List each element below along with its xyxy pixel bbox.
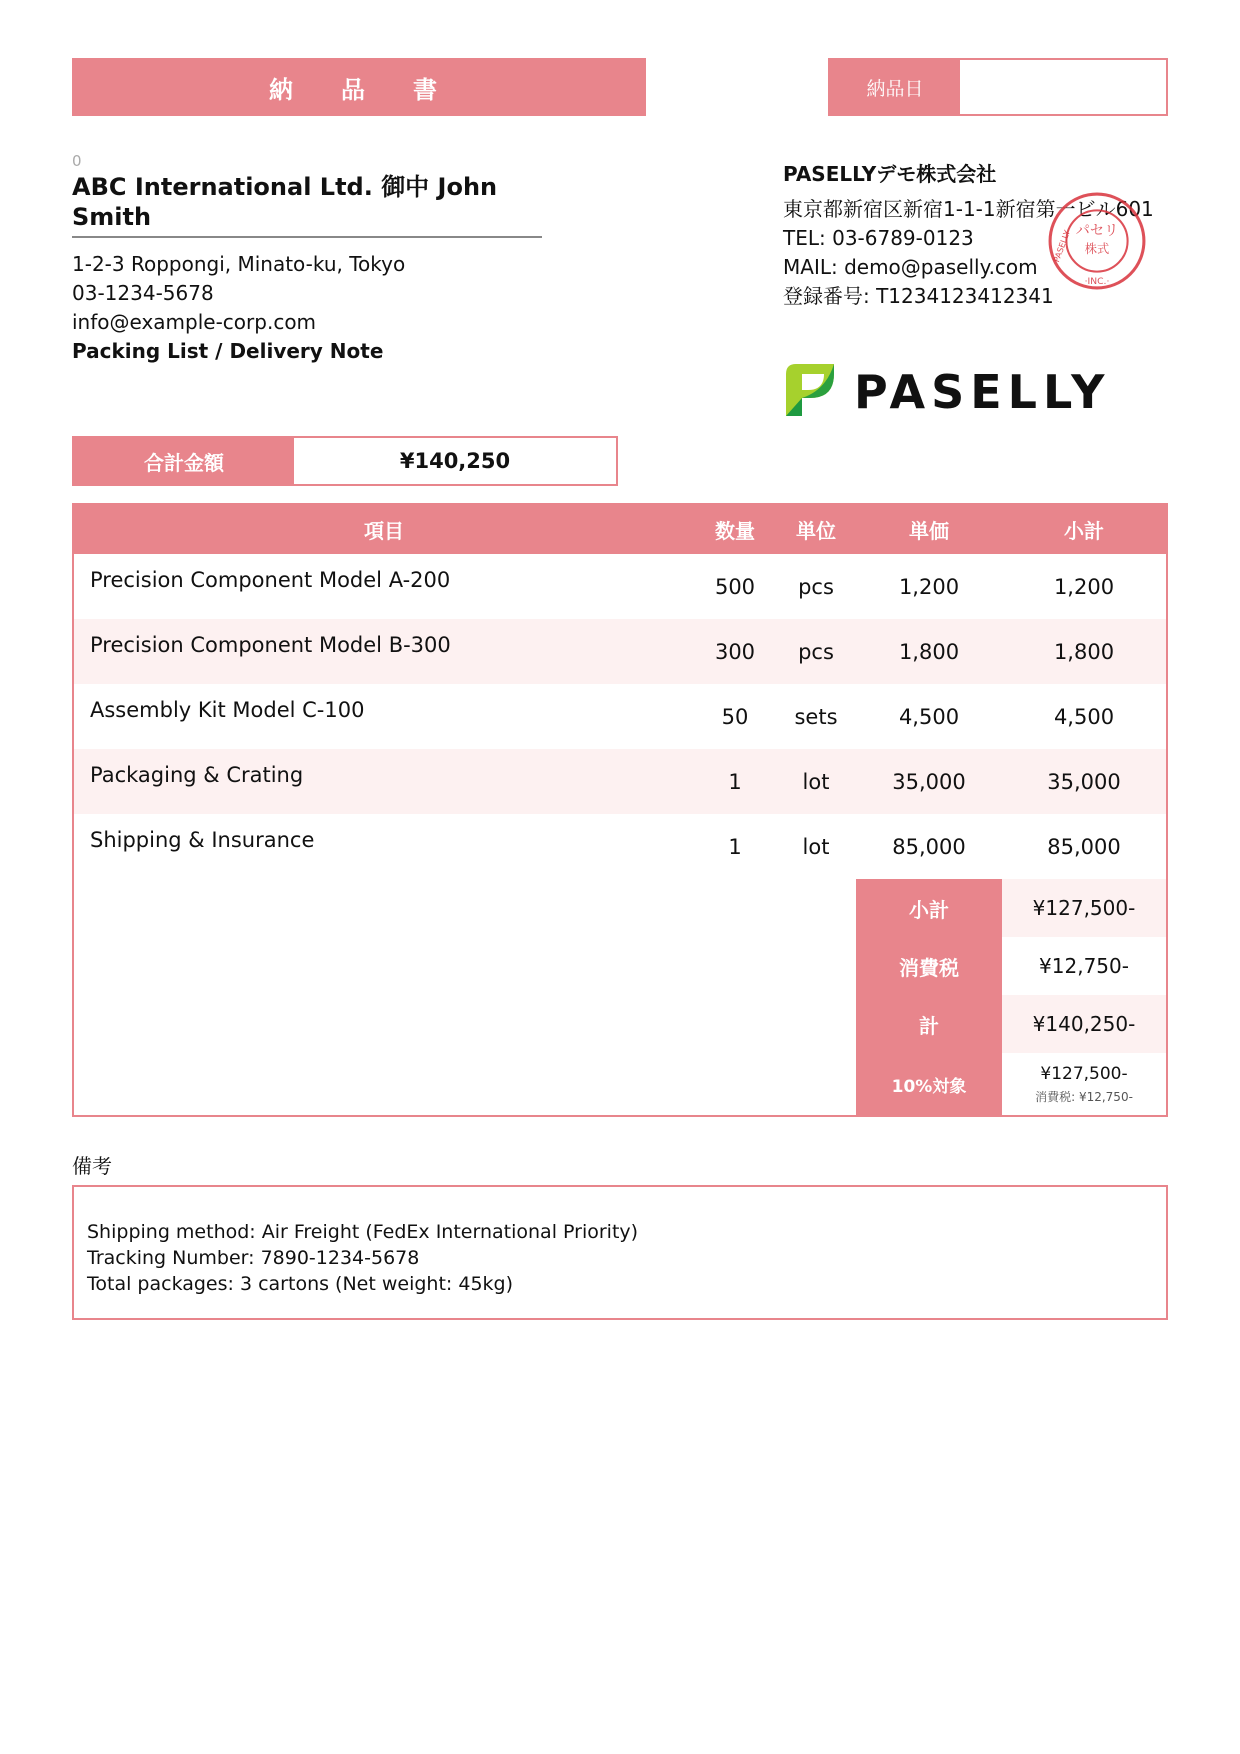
tax-rate-base: ¥127,500-	[1040, 1063, 1128, 1084]
svg-text:PASELLY: PASELLY	[1051, 228, 1072, 264]
recipient-address: 1-2-3 Roppongi, Minato-ku, Tokyo	[72, 252, 406, 276]
row-price: 35,000	[892, 769, 966, 794]
document-title: 納 品 書	[72, 58, 646, 116]
svg-text:·INC.·: ·INC.·	[1084, 275, 1110, 287]
grand-total-box	[72, 436, 618, 486]
delivery-date-box	[828, 58, 1168, 116]
company-name: PASELLYデモ株式会社	[783, 162, 997, 186]
svg-text:株式: 株式	[1084, 242, 1110, 257]
row-price: 85,000	[892, 834, 966, 859]
paselly-logo-icon	[782, 360, 1112, 420]
table-row	[74, 684, 1166, 749]
delivery-date-label: 納品日	[830, 60, 960, 114]
row-subtotal: 1,800	[1053, 639, 1115, 664]
tax-rate-label: 10%対象	[856, 1053, 1002, 1115]
row-unit: lot	[802, 834, 830, 859]
row-price: 1,200	[898, 574, 960, 599]
company-seal-stamp-icon	[1046, 190, 1148, 292]
row-price: 4,500	[898, 704, 960, 729]
header-subtotal: 小計	[1064, 519, 1104, 543]
header-unit: 単位	[796, 519, 836, 543]
tax-value: ¥12,750-	[1039, 954, 1129, 978]
row-subtotal: 85,000	[1047, 834, 1121, 859]
row-subtotal: 35,000	[1047, 769, 1121, 794]
delivery-date-value[interactable]	[960, 60, 1166, 114]
row-qty: 300	[714, 639, 756, 664]
recipient-email: info@example-corp.com	[72, 310, 317, 334]
table-header	[74, 505, 1166, 554]
row-price: 1,800	[898, 639, 960, 664]
row-subtotal: 4,500	[1053, 704, 1115, 729]
grand-total-label: 合計金額	[74, 438, 294, 484]
row-unit: pcs	[798, 574, 834, 599]
company-registration: 登録番号: T1234123412341	[783, 284, 1054, 308]
row-unit: lot	[802, 769, 830, 794]
row-item: Shipping & Insurance	[90, 828, 315, 852]
row-qty: 500	[714, 574, 756, 599]
row-item: Assembly Kit Model C-100	[90, 698, 365, 722]
recipient-name: ABC International Ltd. 御中 John Smith	[72, 172, 542, 238]
remarks-line: Total packages: 3 cartons (Net weight: 45kg)	[87, 1273, 514, 1295]
subtotal-label: 小計	[856, 879, 1002, 937]
row-qty: 1	[728, 834, 742, 859]
row-unit: sets	[794, 704, 838, 729]
svg-text:パセリ: パセリ	[1075, 222, 1119, 239]
tax-rate-tax: 消費税: ¥12,750-	[1035, 1089, 1133, 1104]
document-subtitle: Packing List / Delivery Note	[72, 339, 384, 363]
recipient-phone: 03-1234-5678	[72, 281, 214, 305]
company-mail: MAIL: demo@paselly.com	[783, 255, 1038, 279]
tax-rate-breakdown	[1002, 1053, 1166, 1115]
table-row	[74, 554, 1166, 619]
row-qty: 50	[721, 704, 749, 729]
remarks-box	[72, 1185, 1168, 1320]
header-item: 項目	[364, 519, 404, 543]
company-address: 東京都新宿区新宿1-1-1新宿第一ビル601	[783, 197, 1154, 221]
subtotal-value: ¥127,500-	[1002, 879, 1166, 937]
row-unit: pcs	[798, 639, 834, 664]
grand-total-value: ¥140,250	[294, 438, 616, 484]
company-tel: TEL: 03-6789-0123	[783, 226, 974, 250]
total-label: 計	[856, 995, 1002, 1053]
table-row	[74, 749, 1166, 814]
row-subtotal: 1,200	[1053, 574, 1115, 599]
logo-wordmark: PASELLY	[854, 365, 1111, 419]
header-price: 単価	[909, 519, 949, 543]
row-item: Precision Component Model A-200	[90, 568, 451, 592]
recipient-info	[72, 250, 405, 366]
table-row	[74, 619, 1166, 684]
total-value: ¥140,250-	[1002, 995, 1166, 1053]
row-item: Precision Component Model B-300	[90, 633, 451, 657]
remarks-line: Shipping method: Air Freight (FedEx International Priority)	[87, 1221, 639, 1243]
tax-label: 消費税	[856, 937, 1002, 995]
customer-code: 0	[72, 152, 82, 170]
remarks-label: 備考	[72, 1154, 112, 1178]
table-row	[74, 814, 1166, 879]
items-table	[72, 503, 1168, 1117]
remarks-line: Tracking Number: 7890-1234-5678	[87, 1247, 420, 1269]
row-item: Packaging & Crating	[90, 763, 304, 787]
row-qty: 1	[728, 769, 742, 794]
header-qty: 数量	[715, 519, 755, 543]
